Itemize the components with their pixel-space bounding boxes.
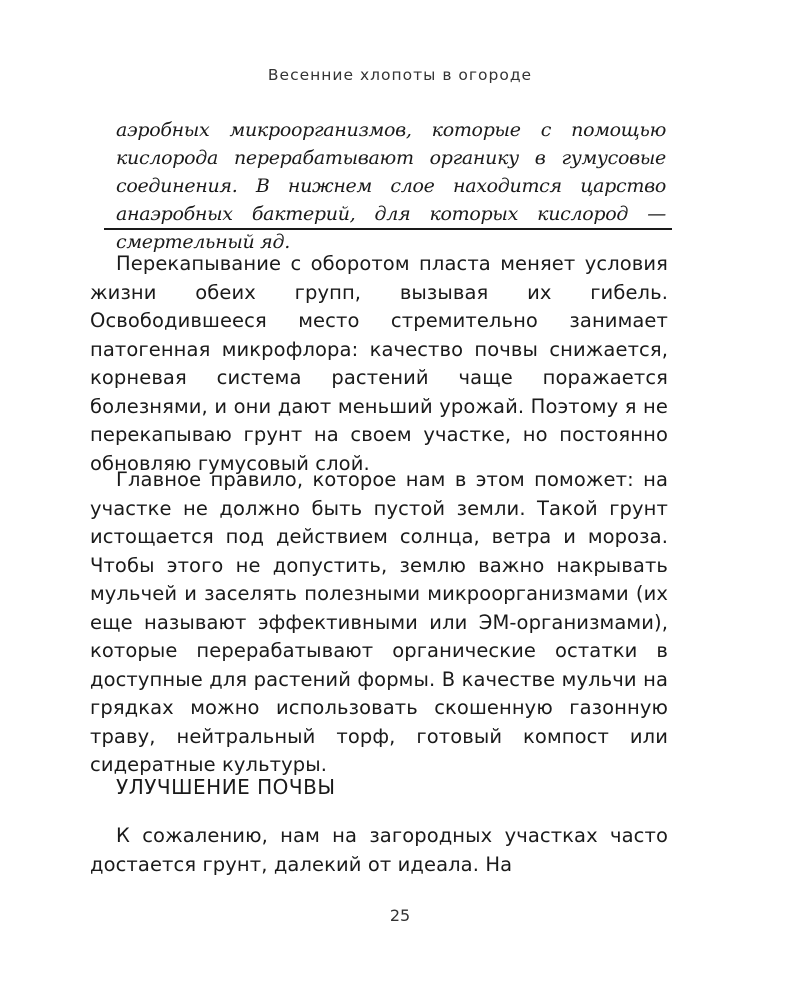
paragraph-text: К сожалению, нам на загородных участках часто достается грунт, далекий от идеала. На: [90, 824, 668, 876]
section-heading: УЛУЧШЕНИЕ ПОЧВЫ: [116, 775, 336, 799]
divider-rule: [104, 228, 672, 230]
paragraph-3: [90, 822, 668, 879]
running-head: Весенние хлопоты в огороде: [267, 66, 533, 84]
paragraph-2: [90, 466, 668, 780]
quote-block: аэробных микроорганизмов, которые с помощью кислорода перерабатывают органику в гумусовые соединения. В нижнем слое находится царство анаэробных бактерий, для которых кислород — смертельный яд.: [116, 119, 666, 253]
page-number: 25: [389, 906, 411, 925]
paragraph-1: [90, 250, 668, 478]
paragraph-text: Главное правило, которое нам в этом поможет: на участке не должно быть пустой земли. Такой грунт истощается под действием солнца, ветра и мороза. Чтобы этого не допустить, землю важно накрывать мульчей и заселять полезными микроорганизмами (их еще называют эффективными или ЭМ-организмами), которые перерабатывают органические остатки в доступные для растений формы. В качестве мульчи на грядках можно использовать скошенную газонную траву, нейтральный торф, готовый компост или сидератные культуры.: [90, 468, 668, 776]
paragraph-text: Перекапывание с оборотом пласта меняет условия жизни обеих групп, вызывая их гибель. Освободившееся место стремительно занимает патогенная микрофлора: качество почвы снижается, корневая система растений чаще поражается болезнями, и они дают меньший урожай. Поэтому я не перекапываю грунт на своем участке, но постоянно обновляю гумусовый слой.: [90, 252, 668, 475]
